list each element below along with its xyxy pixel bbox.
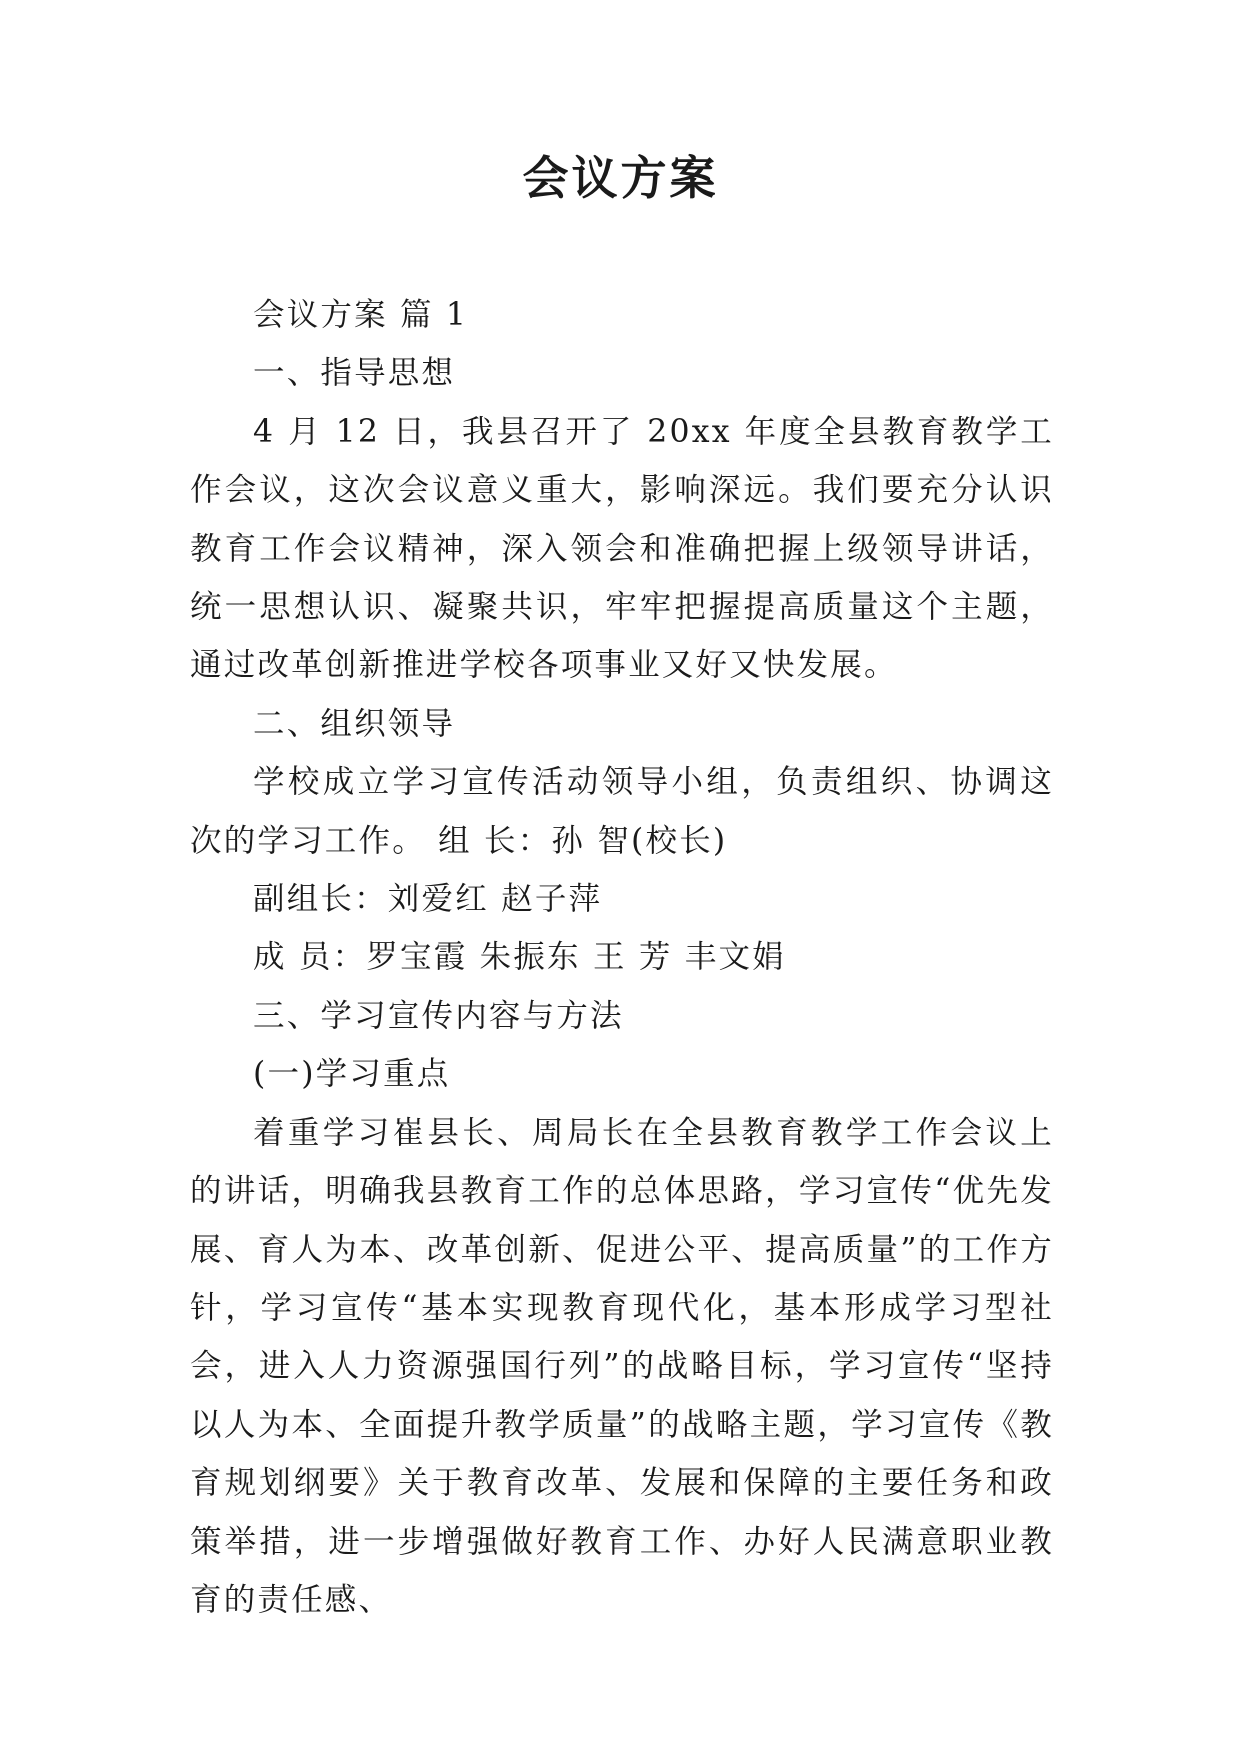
document-body xyxy=(190,286,1054,1629)
section-heading-part: 会议方案 篇 1 xyxy=(253,297,469,333)
section-heading-guiding-ideology: 一、指导思想 xyxy=(253,355,456,392)
section-heading-organization: 二、组织领导 xyxy=(253,705,456,742)
section-heading-content-methods: 三、学习宣传内容与方法 xyxy=(253,997,624,1034)
paragraph-deputy-leaders: 副组长：刘爱红 赵子萍 xyxy=(253,881,603,918)
subheading-study-focus: (一)学习重点 xyxy=(253,1056,451,1093)
document-title: 会议方案 xyxy=(522,151,719,205)
paragraph-study-focus: 着重学习崔县长、周局长在全县教育教学工作会议上的讲话，明确我县教育工作的总体思路，学习宣传“优先发展、育人为本、改革创新、促进公平、提高质量”的工作方针，学习宣传“基本实现教育现代化，基本形成学习型社会，进入人力资源强国行列”的战略目标，学习宣传“坚持以人为本、全面提升教学质量”的战略主题，学习宣传《教育规划纲要》关于教育改革、发展和保障的主要任务和政策举措，进一步增强做好教育工作、办好人民满意职业教育的责任感、 xyxy=(190,1114,1054,1618)
paragraph-guiding-ideology: 4 月 12 日，我县召开了 20xx 年度全县教育教学工作会议，这次会议意义重大，影响深远。我们要充分认识教育工作会议精神，深入领会和准确把握上级领导讲话，统一思想认识、凝聚共识，牢牢把握提高质量这个主题，通过改革创新推进学校各项事业又好又快发展。 xyxy=(190,413,1054,684)
paragraph-members: 成 员：罗宝霞 朱振东 王 芳 丰文娟 xyxy=(253,939,786,976)
paragraph-organization: 学校成立学习宣传活动领导小组，负责组织、协调这次的学习工作。 组 长：孙 智(校长) xyxy=(190,764,1054,859)
